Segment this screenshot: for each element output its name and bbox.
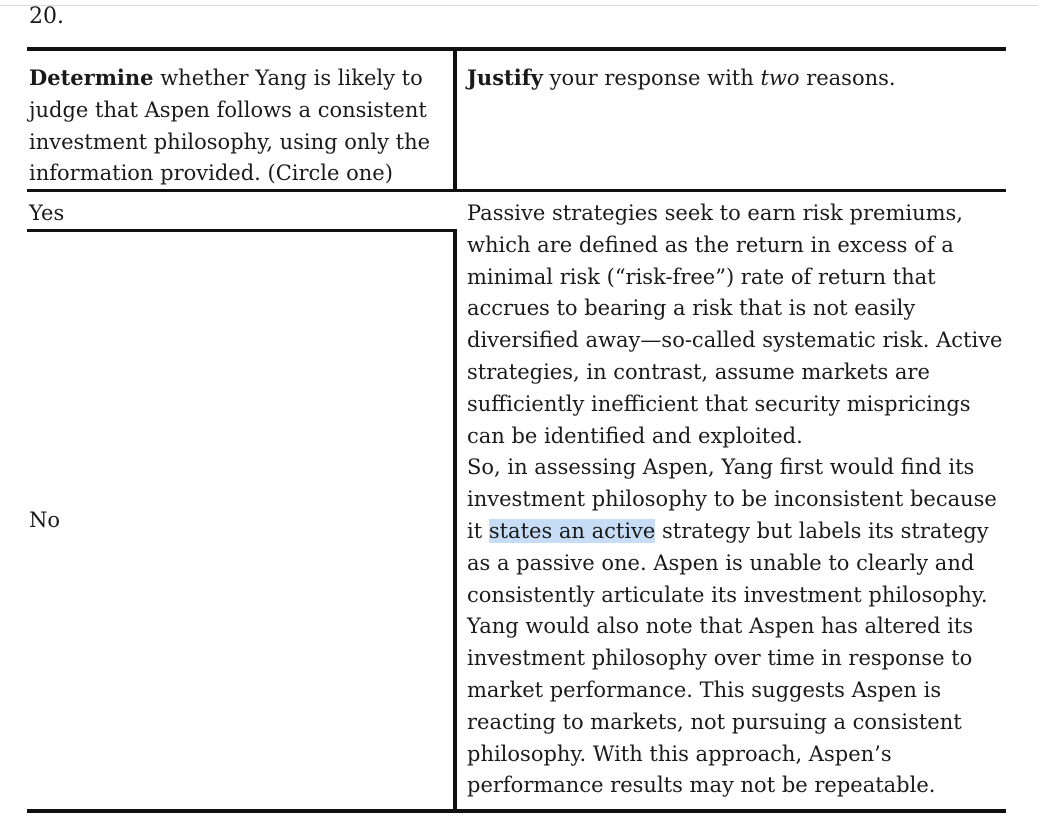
- answer-paragraph-2-before: So, in assessing Aspen, Yang first would find its investment philosophy to be inconsistent because it: [467, 455, 997, 543]
- selected-text-highlight: states an active: [488, 518, 656, 543]
- top-divider: [0, 5, 1038, 6]
- answer-paragraph-2-after: strategy but labels its strategy as a passive one. Aspen is unable to clearly and consistently articulate its investment philosophy.: [467, 518, 989, 607]
- header-determine: [29, 62, 444, 190]
- header-determine-bold: Determine: [29, 65, 154, 90]
- question-table: [27, 47, 1006, 813]
- table-top-rule: [27, 47, 1006, 51]
- header-justify-italic: two: [760, 66, 800, 90]
- body-column-divider: [453, 229, 457, 813]
- yes-row-rule: [27, 229, 457, 232]
- header-justify-text-before: your response with: [542, 66, 761, 90]
- header-determine-text: whether Yang is likely to judge that Aspen follows a consistent investment philosophy, using only the information provided. (Circle one): [29, 66, 431, 186]
- answer-paragraph-2: [467, 452, 1007, 611]
- answer-paragraph-1: Passive strategies seek to earn risk premiums, which are defined as the return in excess of a minimal risk (“risk-free”) rate of return that accrues to bearing a risk that is not easily diversified away—so-called systematic risk. Active strategies, in contrast, assume markets are sufficiently inefficient that security mispricings can be identified and exploited.: [467, 201, 1003, 448]
- header-justify-bold: Justify: [467, 65, 543, 90]
- question-number: 20.: [29, 4, 64, 29]
- option-no[interactable]: No: [29, 508, 61, 532]
- header-column-divider: [453, 47, 457, 192]
- table-bottom-rule: [27, 809, 1006, 813]
- header-justify-text-after: reasons.: [799, 66, 896, 90]
- answer-paragraph-3: Yang would also note that Aspen has altered its investment philosophy over time in response to market performance. This suggests Aspen is reacting to markets, not pursuing a consistent philosophy. With this approach, Aspen’s performance results may not be repeatable.: [467, 614, 974, 798]
- option-yes[interactable]: Yes: [29, 201, 65, 225]
- answer-text: [467, 198, 1007, 802]
- header-justify: [467, 62, 1002, 95]
